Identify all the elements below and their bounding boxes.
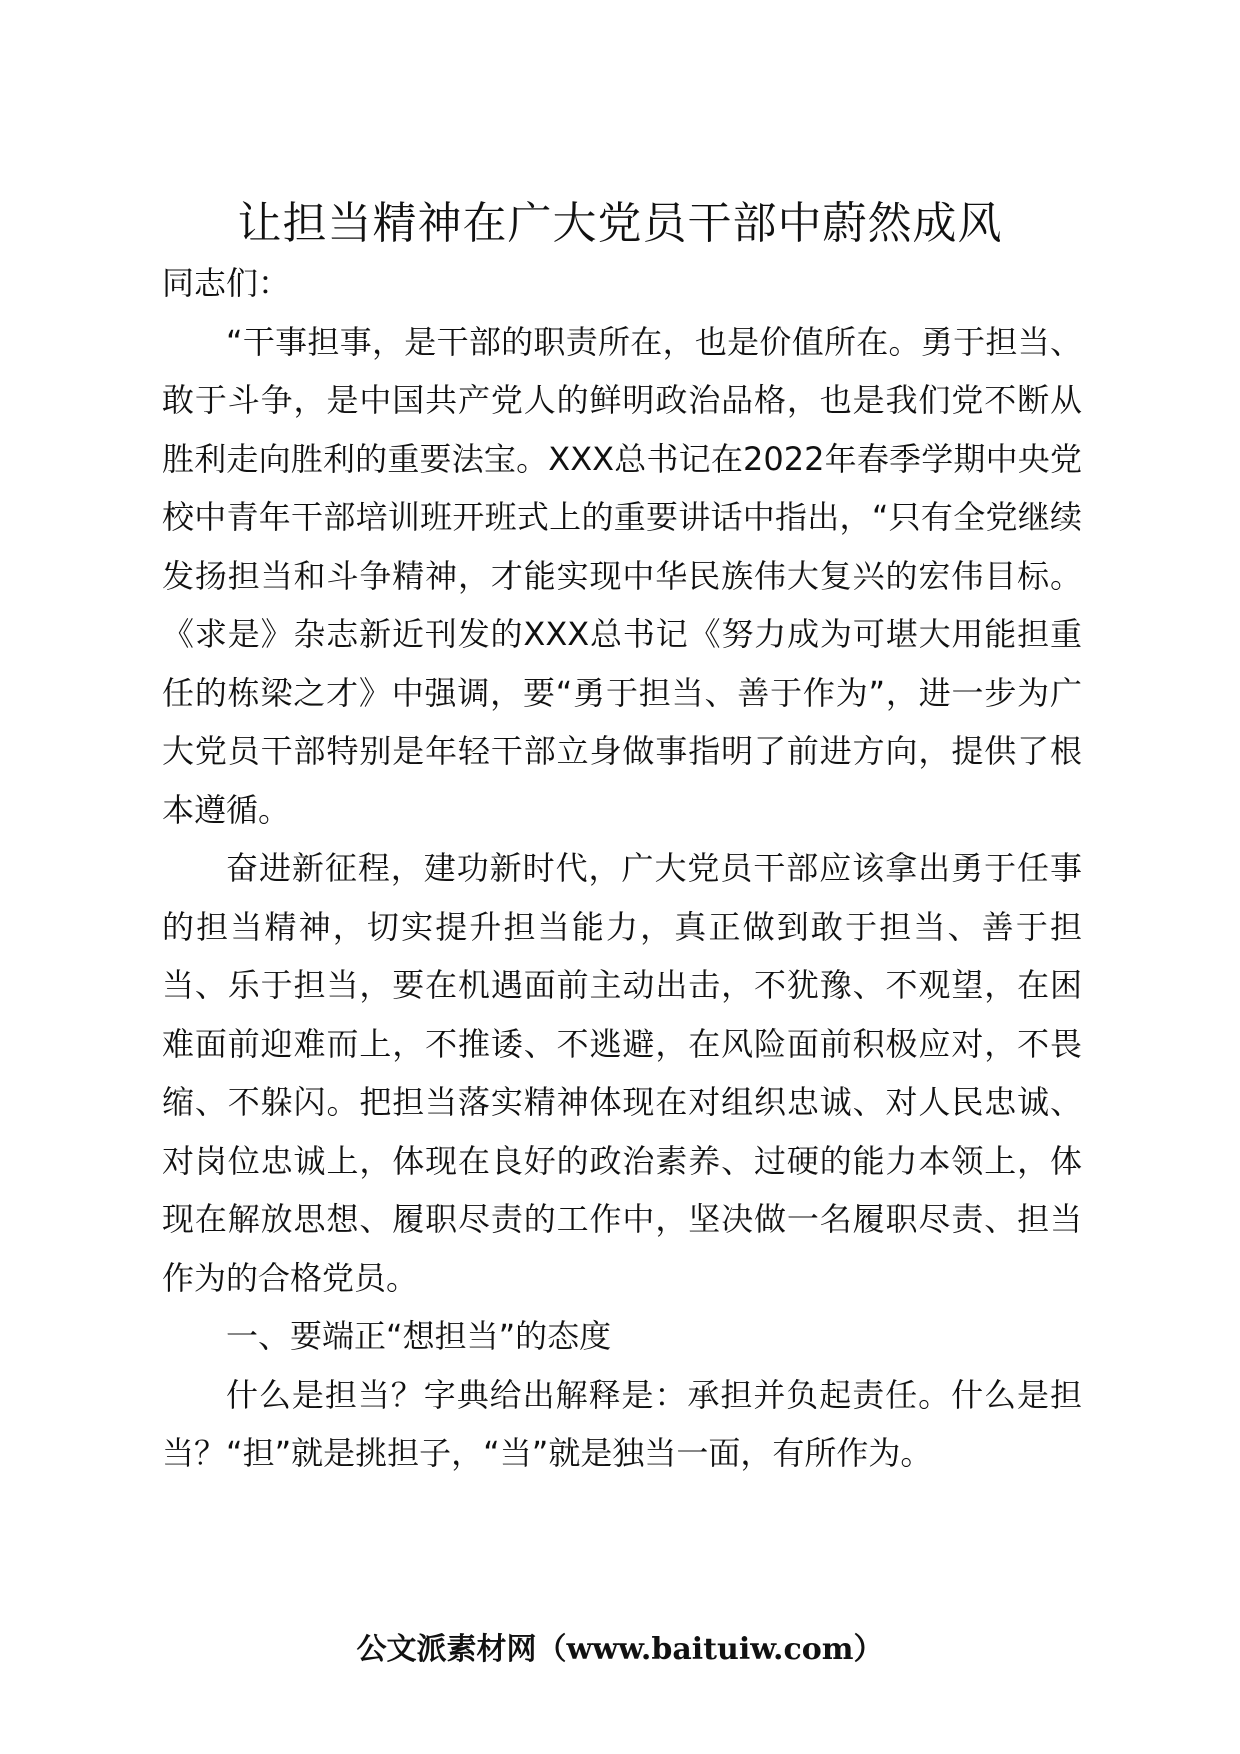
document-body (162, 254, 1082, 1483)
paragraph-3: 什么是担当？字典给出解释是：承担并负起责任。什么是担当？“担”就是挑担子，“当”就是独当一面，有所作为。 (162, 1375, 1082, 1472)
document-title: 让担当精神在广大党员干部中蔚然成风 (237, 198, 1003, 249)
footer-watermark: 公文派素材网（www.baituiw.com） (356, 1632, 884, 1667)
greeting: 同志们： (162, 264, 291, 302)
section-heading-1: 一、要端正“想担当”的态度 (226, 1317, 612, 1355)
paragraph-1: “干事担事，是干部的职责所在，也是价值所在。勇于担当、敢于斗争，是中国共产党人的鲜明政治品格，也是我们党不断从胜利走向胜利的重要法宝。XXX总书记在2022年春季学期中央党校中青年干部培训班开班式上的重要讲话中指出，“只有全党继续发扬担当和斗争精神，才能实现中华民族伟大复兴的宏伟目标。《求是》杂志新近刊发的XXX总书记《努力成为可堪大用能担重任的栋梁之才》中强调，要“勇于担当、善于作为”，进一步为广大党员干部特别是年轻干部立身做事指明了前进方向，提供了根本遵循。 (162, 322, 1082, 829)
paragraph-2: 奋进新征程，建功新时代，广大党员干部应该拿出勇于任事的担当精神，切实提升担当能力，真正做到敢于担当、善于担当、乐于担当，要在机遇面前主动出击，不犹豫、不观望，在困难面前迎难而上，不推诿、不逃避，在风险面前积极应对，不畏缩、不躲闪。把担当落实精神体现在对组织忠诚、对人民忠诚、对岗位忠诚上，体现在良好的政治素养、过硬的能力本领上，体现在解放思想、履职尽责的工作中，坚决做一名履职尽责、担当作为的合格党员。 (162, 849, 1082, 1297)
